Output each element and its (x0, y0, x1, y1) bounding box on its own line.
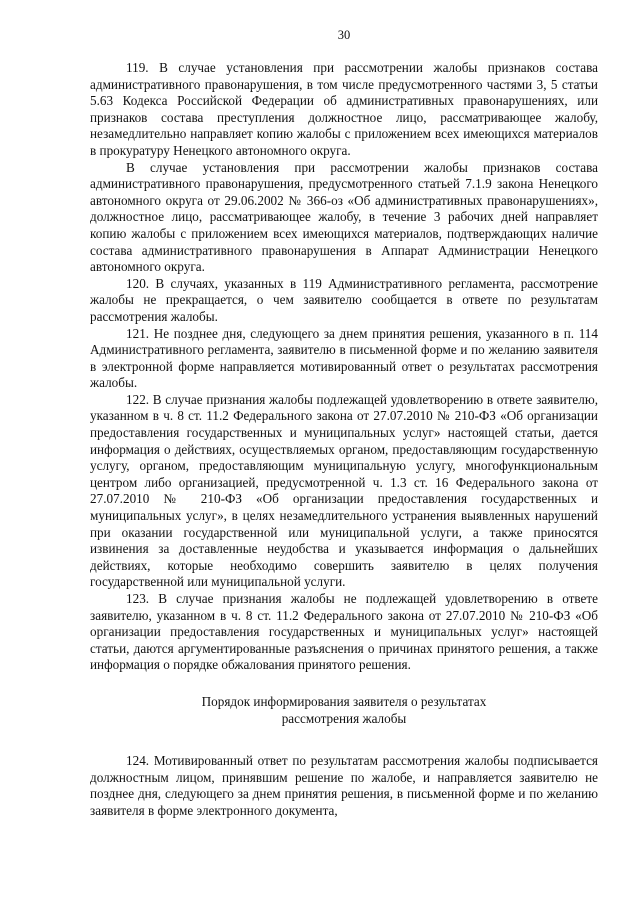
paragraph-121: 121. Не позднее дня, следующего за днем принятия решения, указанного в п. 114 Административного регламента, заявителю в письменной форме и по желанию заявителя в электронной форме направляется мотивированный ответ о результатах рассмотрения жалобы. (90, 325, 598, 391)
section-heading (90, 694, 598, 727)
paragraph-119: 119. В случае установления при рассмотрении жалобы признаков состава административного правонарушения, в том числе предусмотренного частями 3, 5 статьи 5.63 Кодекса Российской Федерации об административных правонарушениях, или признаков состава преступления должностное лицо, рассматривающее жалобу, незамедлительно направляет копию жалобы с приложением всех имеющихся материалов в прокуратуру Ненецкого автономного округа. (90, 60, 598, 158)
paragraph-120: 120. В случаях, указанных в 119 Административного регламента, рассмотрение жалобы не прекращается, о чем заявителю сообщается в ответе по результатам рассмотрения жалобы. (90, 275, 598, 324)
paragraph-124: 124. Мотивированный ответ по результатам рассмотрения жалобы подписывается должностным лицом, принявшим решение по жалобе, и направляется заявителю не позднее дня, следующего за днем принятия решения, в письменной форме и по желанию заявителя в форме электронного документа, (90, 753, 598, 818)
section-heading-line-1: Порядок информирования заявителя о результатах (201, 693, 487, 709)
paragraph-119-continued: В случае установления при рассмотрении жалобы признаков состава административного правонарушения, предусмотренного статьей 7.1.9 закона Ненецкого автономного округа от 29.06.2002 № 366-оз «Об административных правонарушениях», должностное лицо, рассматривающее жалобу, в течение 3 рабочих дней направляет копию жалобы с приложением всех имеющихся материалов, подтверждающих наличие состава административного правонарушения в Аппарат Администрации Ненецкого автономного округа. (90, 159, 598, 275)
section-heading-line-2: рассмотрения жалобы (281, 710, 407, 726)
page-number: 30 (337, 28, 351, 42)
paragraph-123: 123. В случае признания жалобы не подлежащей удовлетворению в ответе заявителю, указанном в ч. 8 ст. 11.2 Федерального закона от 27.07.2010 № 210-ФЗ «Об организации предоставления государственных и муниципальных услуг» настоящей статьи, даются аргументированные разъяснения о причинах принятого решения, а также информация о порядке обжалования принятого решения. (90, 591, 598, 673)
paragraph-122: 122. В случае признания жалобы подлежащей удовлетворению в ответе заявителю, указанном в ч. 8 ст. 11.2 Федерального закона от 27.07.2010 № 210-ФЗ «Об организации предоставления государственных и муниципальных услуг» настоящей статьи, дается информация о действиях, осуществляемых органом, предоставляющим государственную услугу, органом, предоставляющим муниципальную услугу, многофункциональным центром либо организацией, предусмотренной ч. 1.3 ст. 16 Федерального закона от 27.07.2010 № 210-ФЗ «Об организации предоставления государственных и муниципальных услуг», в целях незамедлительного устранения выявленных нарушений при оказании государственной или муниципальной услуги, а также приносятся извинения за доставленные неудобства и указывается информация о дальнейших действиях, которые необходимо совершить заявителю в целях получения государственной или муниципальной услуги. (90, 391, 598, 590)
